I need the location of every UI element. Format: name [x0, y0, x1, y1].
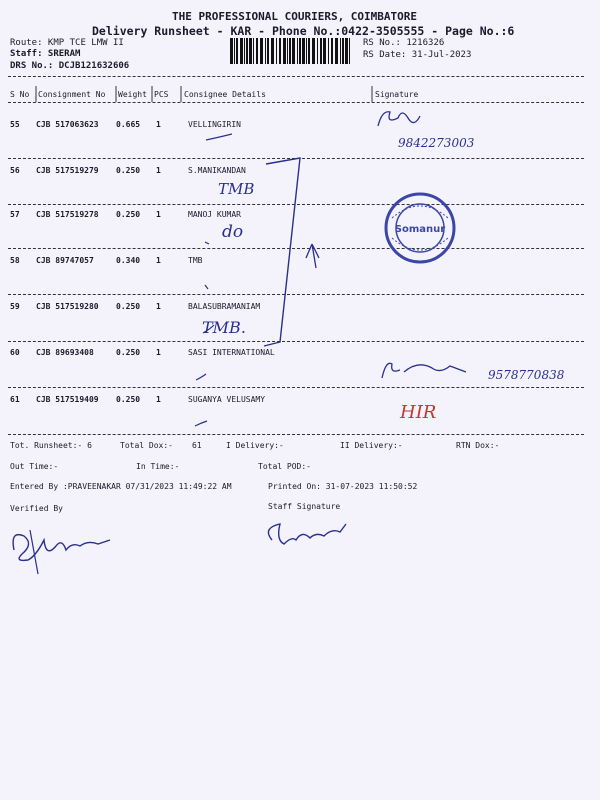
row-pcs: 1: [156, 348, 161, 357]
row-pcs: 1: [156, 120, 161, 129]
row-sno: 55: [10, 120, 20, 129]
total-pod: Total POD:-: [258, 462, 311, 471]
printed-on: Printed On: 31-07-2023 11:50:52: [268, 482, 418, 491]
stamp-text: Somanur: [394, 224, 446, 235]
row-consignee: TMB: [188, 256, 203, 265]
col-weight: Weight: [118, 90, 147, 99]
row-pcs: 1: [156, 166, 161, 175]
row-consignee: BALASUBRAMANIAM: [188, 302, 261, 311]
row-consignment: CJB 517063623: [36, 120, 99, 129]
col-consignee: Consignee Details: [184, 90, 266, 99]
row-consignment: CJB 517519280: [36, 302, 99, 311]
entered-by: Entered By :PRAVEENAKAR 07/31/2023 11:49:22 AM: [10, 482, 232, 491]
post-office-stamp: [382, 190, 458, 266]
route: Route: KMP TCE LMW II: [10, 38, 124, 48]
row-weight: 0.250: [116, 166, 141, 175]
row-weight: 0.250: [116, 395, 141, 404]
row-consignment: CJB 517519409: [36, 395, 99, 404]
staff-signature-label: Staff Signature: [268, 502, 341, 511]
col-consignment: Consignment No: [38, 90, 106, 99]
handwritten-phone: 9578770838: [488, 368, 565, 382]
row-consignee: SASI INTERNATIONAL: [188, 348, 275, 357]
staff: Staff: SRERAM: [10, 49, 81, 59]
row-consignee: VELLINGIRIN: [188, 120, 241, 129]
row-consignment: CJB 89693408: [36, 348, 94, 357]
row-weight: 0.250: [116, 210, 141, 219]
handwritten-tmb: TMB: [218, 180, 255, 198]
row-pcs: 1: [156, 256, 161, 265]
row-consignee: SUGANYA VELUSAMY: [188, 395, 266, 404]
verified-by: Verified By: [10, 504, 63, 513]
company-title: THE PROFESSIONAL COURIERS, COIMBATORE: [172, 10, 418, 23]
row-sno: 59: [10, 302, 20, 311]
row-sno: 57: [10, 210, 20, 219]
tot-runsheet: Tot. Runsheet:- 6: [10, 441, 92, 450]
col-signature: Signature: [375, 90, 419, 99]
row-consignment: CJB 89747057: [36, 256, 94, 265]
row-consignee: MANOJ KUMAR: [188, 210, 241, 219]
col-sno: S No: [10, 90, 30, 99]
row-consignee: S.MANIKANDAN: [188, 166, 246, 175]
row-pcs: 1: [156, 302, 161, 311]
row-pcs: 1: [156, 210, 161, 219]
handwritten-phone: 9842273003: [398, 136, 475, 150]
col-pcs: PCS: [154, 90, 169, 99]
row-weight: 0.340: [116, 256, 141, 265]
row-sno: 56: [10, 166, 20, 175]
drs-number: DRS No.: DCJB121632606: [10, 61, 130, 71]
signatures: [0, 510, 600, 590]
row-sno: 58: [10, 256, 20, 265]
row-weight: 0.250: [116, 348, 141, 357]
handwritten-hir: HIR: [400, 402, 437, 423]
handwritten-do: do: [222, 222, 244, 242]
handwritten-tmb: TMB.: [202, 318, 246, 337]
row-pcs: 1: [156, 395, 161, 404]
total-dox-value: 61: [192, 441, 202, 450]
i-delivery: I Delivery:-: [226, 441, 284, 450]
total-dox-label: Total Dox:-: [120, 441, 173, 450]
rs-date: RS Date: 31-Jul-2023: [363, 50, 472, 60]
row-consignment: CJB 517519278: [36, 210, 99, 219]
row-sno: 60: [10, 348, 20, 357]
out-time: Out Time:-: [10, 462, 59, 471]
in-time: In Time:-: [136, 462, 180, 471]
ii-delivery: II Delivery:-: [340, 441, 403, 450]
rs-number: RS No.: 1216326: [363, 38, 445, 48]
row-sno: 61: [10, 395, 20, 404]
runsheet-title: Delivery Runsheet - KAR - Phone No.:0422-3505555 - Page No.:6: [92, 24, 515, 38]
row-weight: 0.250: [116, 302, 141, 311]
row-consignment: CJB 517519279: [36, 166, 99, 175]
rtn-dox: RTN Dox:-: [456, 441, 500, 450]
row-weight: 0.665: [116, 120, 141, 129]
